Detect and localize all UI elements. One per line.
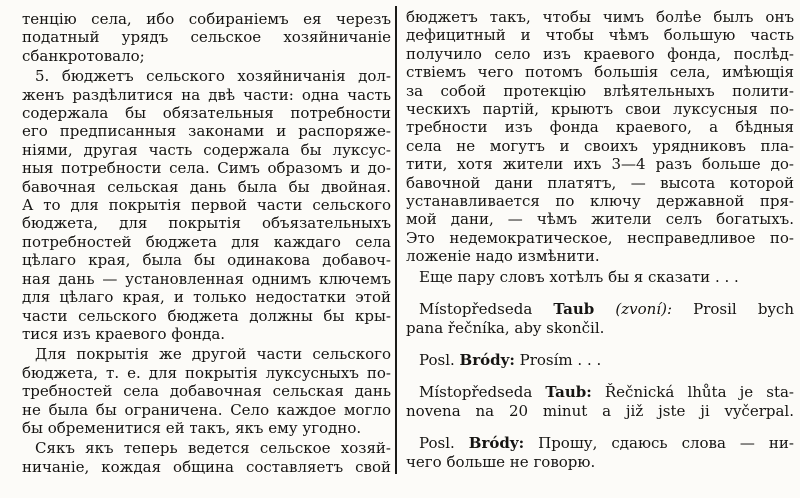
text-line — [406, 192, 794, 210]
text-line — [406, 453, 794, 471]
text-run: Prosím . . . — [514, 350, 602, 369]
text-line — [22, 439, 391, 457]
speaker-name: Taub — [553, 300, 595, 319]
text-line — [22, 270, 391, 288]
speech-paragraph — [406, 383, 794, 420]
text-line — [406, 137, 794, 155]
text-run: ческихъ партій, крыютъ свои луксусныя по- — [406, 100, 794, 119]
text-line — [22, 345, 391, 363]
text-line — [22, 382, 391, 400]
text-line — [406, 45, 794, 63]
speech-paragraph — [406, 434, 794, 471]
text-line — [22, 47, 391, 65]
speaker-name: Taub: — [545, 383, 592, 402]
text-run: Еще пару словъ хотѣлъ бы я сказати . . . — [419, 267, 739, 286]
text-run: Řečnická lhůta je sta- — [591, 383, 794, 402]
text-line — [406, 300, 794, 318]
right-column — [406, 8, 794, 494]
text-run: Сякъ якъ теперь ведется сельское хозяй- — [35, 439, 391, 458]
text-run: не была бы ограничена. Село каждое могло — [22, 400, 391, 419]
text-line — [22, 251, 391, 269]
text-run: требностей села добавочная сельская дань — [22, 382, 391, 401]
speech-paragraph — [406, 300, 794, 337]
text-line — [406, 268, 794, 286]
text-run: дефицитный и чтобы чѣмъ большую часть — [406, 26, 794, 45]
text-line — [406, 8, 794, 26]
text-line — [406, 63, 794, 81]
paragraph — [22, 345, 391, 437]
stage-direction: (zvoní): — [615, 300, 673, 319]
text-line — [406, 434, 794, 452]
text-line — [406, 118, 794, 136]
text-run: Posl. — [419, 434, 469, 453]
left-column — [22, 10, 391, 492]
text-run: ничаніе, кождая община составляетъ свой — [22, 457, 391, 476]
text-run: чего больше не говорю. — [406, 452, 596, 471]
paragraph — [406, 268, 794, 286]
text-run: Это недемократическое, несправедливое по- — [406, 228, 794, 247]
text-line — [22, 401, 391, 419]
text-line — [22, 28, 391, 46]
text-run: женъ раздѣлитися на двѣ части: одна часть — [22, 85, 391, 104]
text-run: мой дани, — чѣмъ жители селъ богатыхъ. — [406, 210, 794, 229]
text-run: бюджета, т. е. для покрытія луксусныхъ по- — [22, 363, 391, 382]
text-run: novena na 20 minut a již jste ji vyčerpal. — [406, 401, 794, 420]
text-run: Místopředseda — [419, 383, 546, 402]
text-run: части сельского бюджета должны бы кры- — [22, 306, 391, 325]
text-line — [22, 104, 391, 122]
text-run: села не могутъ и своихъ урядниковъ пла- — [406, 136, 794, 155]
text-run: Для покрытія же другой части сельского — [35, 345, 391, 364]
text-run: А то для покрытія первой части сельского — [22, 196, 391, 215]
text-run: Místopředseda — [419, 300, 554, 319]
text-line — [22, 10, 391, 28]
paragraph — [22, 67, 391, 343]
text-run: получило село изъ краевого фонда, послѣд- — [406, 44, 794, 63]
text-line — [22, 458, 391, 476]
text-run: бавочной дани платятъ, — высота которой — [406, 173, 794, 192]
text-run: цѣлаго края, была бы одинакова добавоч- — [22, 251, 391, 270]
text-run: бавочная сельская дань была бы двойная. — [22, 177, 391, 196]
text-line — [406, 100, 794, 118]
text-line — [406, 247, 794, 265]
speech-paragraph — [406, 351, 794, 369]
text-run — [594, 300, 615, 318]
text-run: податный урядъ сельское хозяйничаніе — [22, 28, 391, 47]
text-run: ная дань — установленная однимъ ключемъ — [22, 269, 391, 288]
text-line — [22, 196, 391, 214]
text-run: ложеніе надо измѣнити. — [406, 247, 600, 266]
text-line — [22, 122, 391, 140]
text-run: сбанкротовало; — [22, 46, 145, 65]
text-run: бюджетъ такъ, чтобы чимъ болѣе былъ онъ — [406, 8, 794, 26]
text-run: его предписанныя законами и распоряже- — [22, 122, 391, 141]
text-run: 5. бюджетъ сельского хозяйничанія дол- — [35, 67, 391, 86]
text-line — [22, 419, 391, 437]
text-line — [406, 383, 794, 401]
text-run: Posl. — [419, 350, 460, 369]
text-run: тися изъ краевого фонда. — [22, 324, 226, 343]
text-run: устанавливается по ключу державной пря- — [406, 192, 794, 211]
paragraph — [22, 10, 391, 65]
text-run: потребностей бюджета для каждаго села — [22, 232, 391, 251]
text-line — [22, 307, 391, 325]
paragraph — [406, 8, 794, 266]
text-line — [406, 229, 794, 247]
paragraph — [22, 439, 391, 476]
text-line — [406, 174, 794, 192]
text-line — [22, 141, 391, 159]
text-line — [22, 325, 391, 343]
text-line — [406, 210, 794, 228]
text-line — [406, 155, 794, 173]
text-run: содержала бы обязательныя потребности — [22, 104, 391, 123]
text-line — [22, 364, 391, 382]
text-run: тенцію села, ибо собираніемъ ея черезъ — [22, 10, 391, 28]
text-line — [22, 288, 391, 306]
speaker-name: Bródy: — [459, 350, 515, 369]
text-run: за собой протекцію влѣятельныхъ полити- — [406, 81, 794, 100]
text-run: бы обременитися ей такъ, якъ ему угодно. — [22, 418, 362, 437]
text-run: для цѣлаго края, и только недостатки этой — [22, 288, 391, 307]
text-run: Prosil bych — [672, 300, 794, 319]
text-line — [22, 233, 391, 251]
text-run: требности изъ фонда краевого, а бѣдныя — [406, 118, 794, 137]
text-run: pana řečníka, aby skončil. — [406, 318, 605, 337]
text-line — [22, 159, 391, 177]
text-line — [406, 26, 794, 44]
column-divider-rule — [395, 6, 397, 474]
text-line — [406, 402, 794, 420]
text-line — [22, 67, 391, 85]
text-line — [406, 319, 794, 337]
text-run: бюджета, для покрытія объязательныхъ — [22, 214, 391, 233]
text-run: Прошу, сдаюсь слова — ни- — [524, 434, 794, 453]
text-line — [22, 214, 391, 232]
text-run: ныя потребности села. Симъ образомъ и до- — [22, 159, 391, 178]
speaker-name: Bródy: — [468, 434, 525, 453]
text-line — [22, 178, 391, 196]
text-run: ствіемъ чего потомъ большія села, имѣющія — [406, 63, 794, 82]
text-run: ніями, другая часть содержала бы луксус- — [22, 140, 391, 159]
text-run: тити, хотя жители ихъ 3—4 разъ больше до- — [406, 155, 794, 174]
text-line — [22, 86, 391, 104]
text-line — [406, 82, 794, 100]
text-line — [406, 351, 794, 369]
